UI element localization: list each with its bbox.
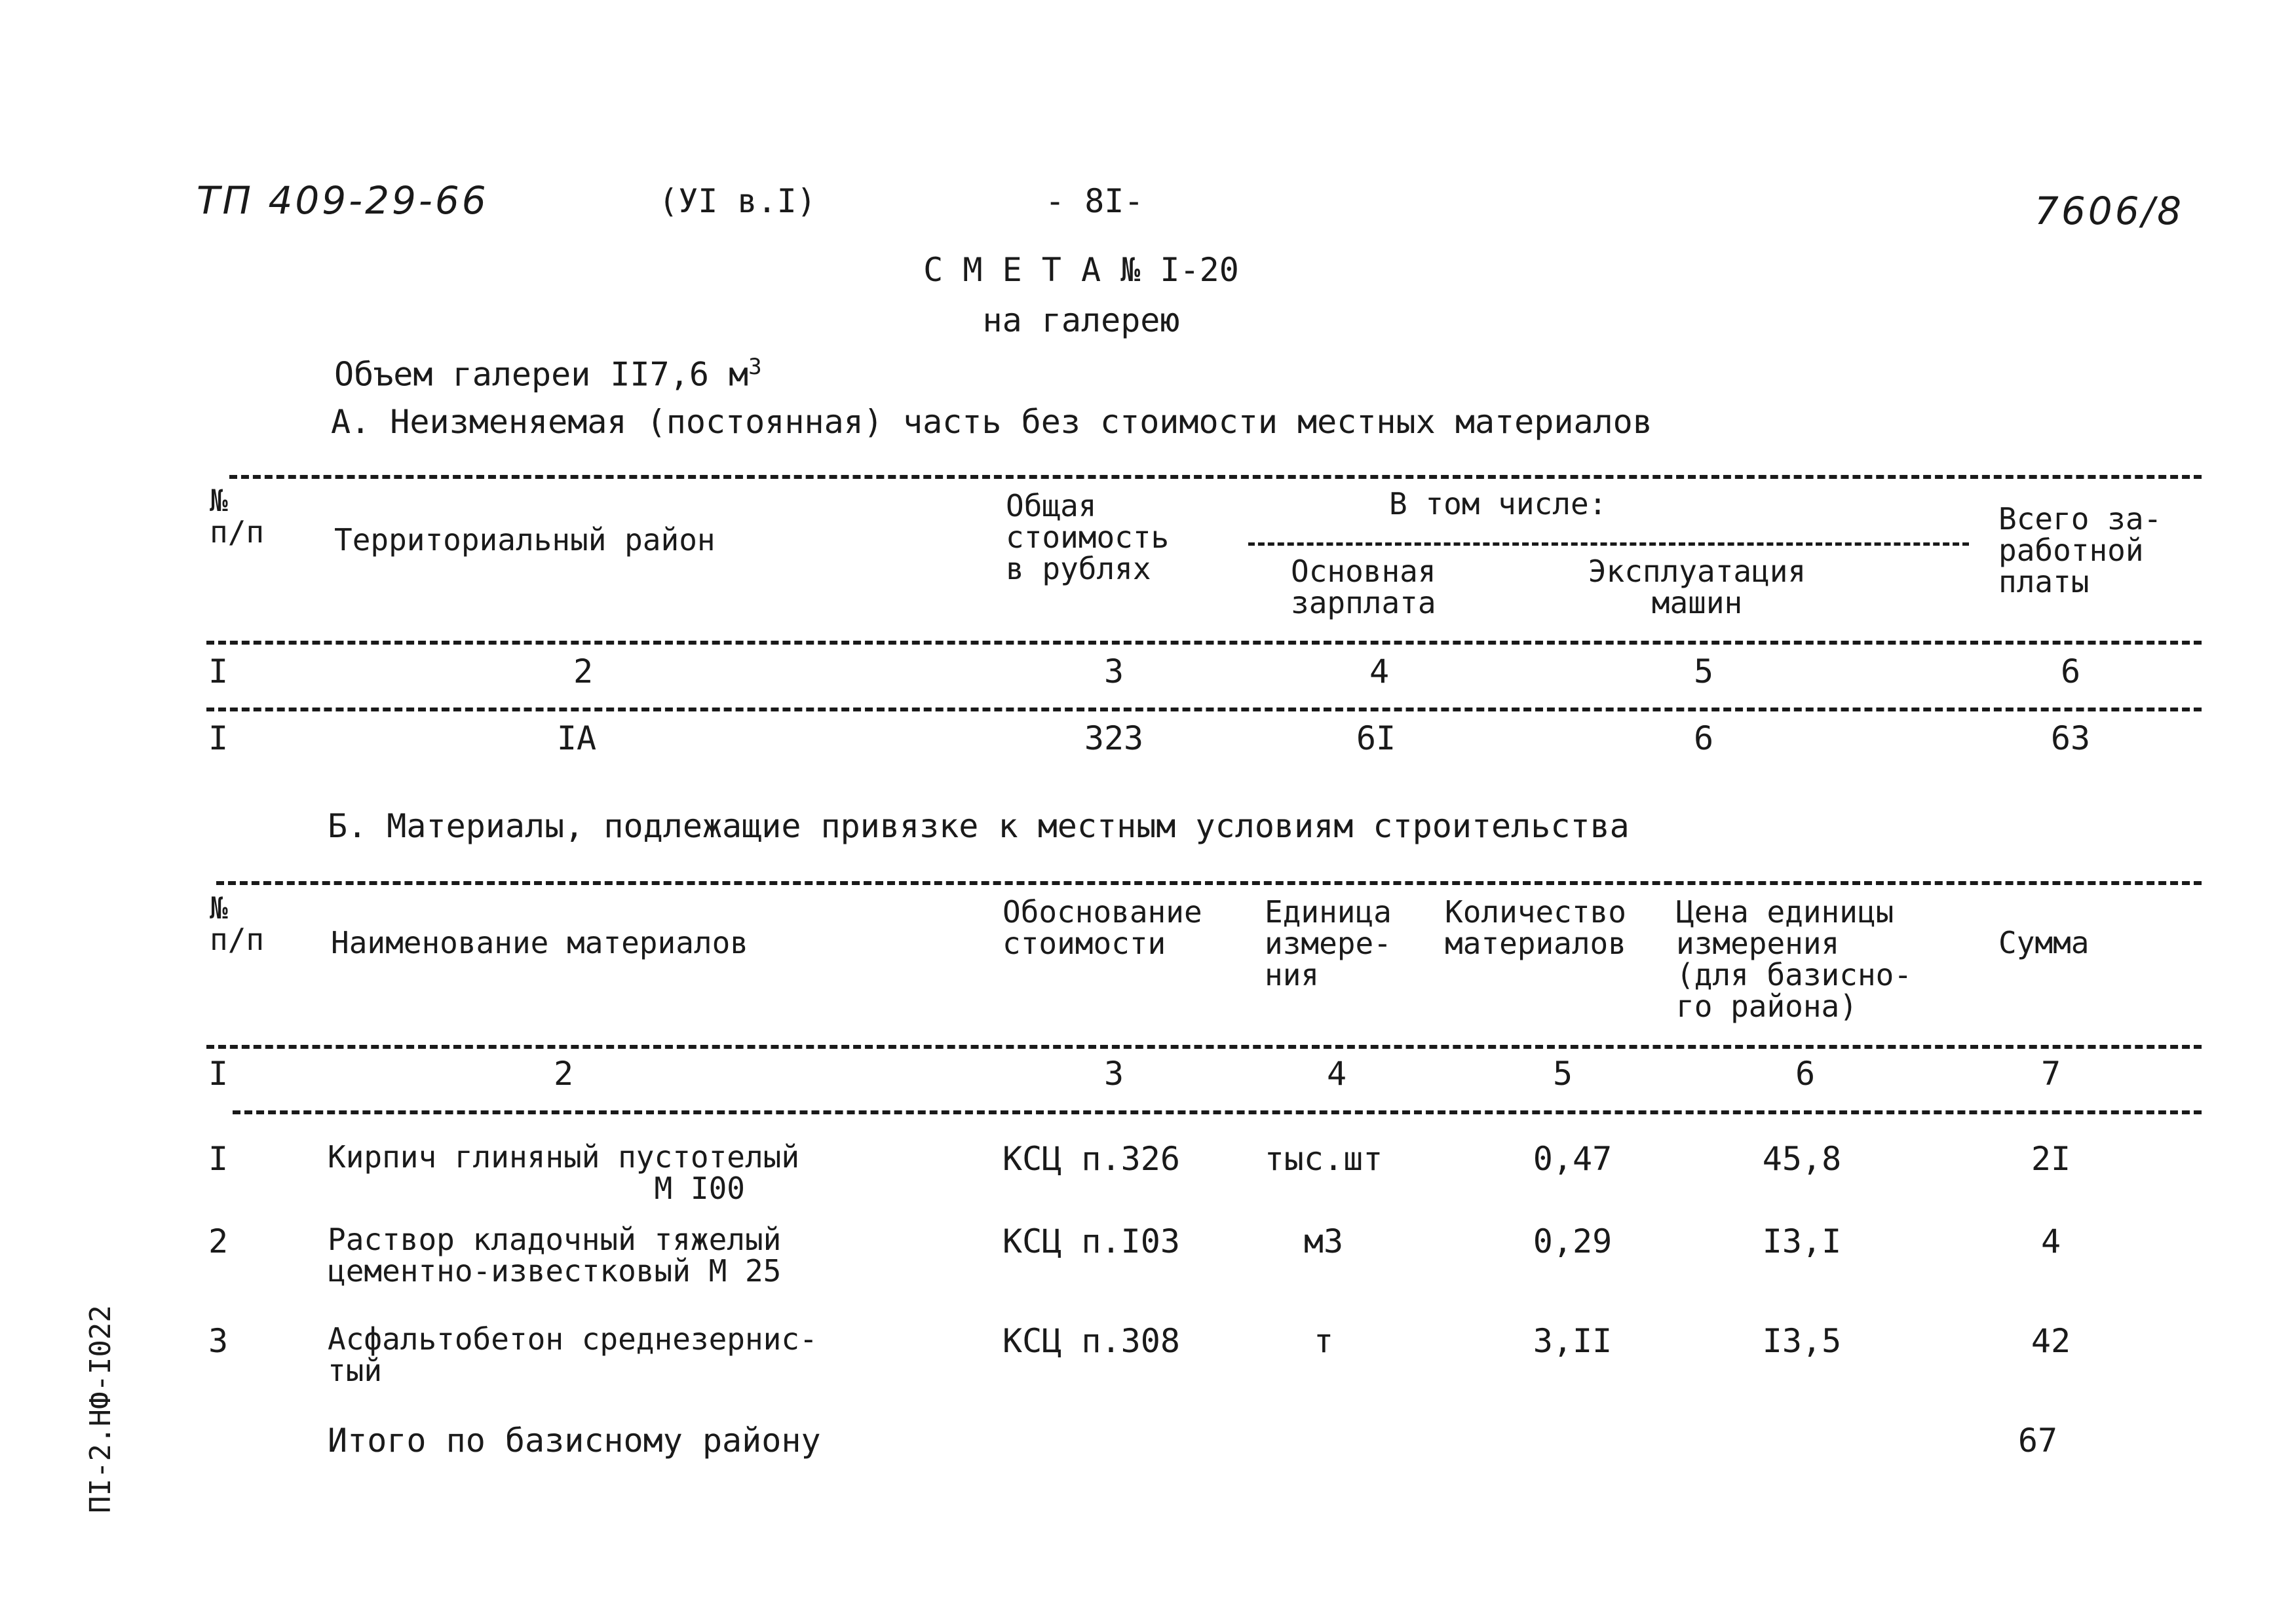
table-a-colnum-1: I <box>208 652 229 690</box>
table-b-colnum-7: 7 <box>2040 1055 2061 1093</box>
estimate-subtitle: на галерею <box>982 301 1180 339</box>
table-a-colnum-6: 6 <box>2060 652 2081 690</box>
table-a-colnum-4: 4 <box>1369 652 1390 690</box>
table-b-col-justification: Обоснование стоимости <box>1003 894 1202 961</box>
table-b-col-sum: Сумма <box>1998 925 2090 960</box>
table-b-header-rule <box>206 1045 2202 1049</box>
table-a-row-total-wages: 63 <box>2050 719 2091 757</box>
table-b-row-num: I <box>208 1140 229 1178</box>
table-b-col-quantity: Количество материалов <box>1445 894 1626 961</box>
section-a-heading: А. Неизменяемая (постоянная) часть без стоимости местных материалов <box>331 403 1652 441</box>
table-b-row-unit-price: 45,8 <box>1762 1140 1842 1178</box>
table-b-col-num: № п/п <box>210 890 265 957</box>
gallery-volume: Объем галереи II7,6 $м^3$ <box>334 354 762 394</box>
table-b-colnum-2: 2 <box>553 1055 574 1093</box>
table-b-col-unit-price: Цена единицы измерения (для базисно- го района) <box>1676 894 1913 1024</box>
table-b-col-name: Наименование материалов <box>331 925 748 960</box>
table-b-row-unit: м3 <box>1303 1222 1344 1260</box>
table-b-row-unit: тыс.шт <box>1264 1140 1383 1178</box>
table-a-col-machines: Эксплуатация машин <box>1588 554 1806 620</box>
table-b-row-quantity: 0,29 <box>1533 1222 1613 1260</box>
table-b-row-name: Асфальтобетон среднезернис- тый <box>328 1321 818 1388</box>
table-b-colnum-3: 3 <box>1103 1055 1124 1093</box>
table-b-colnum-6: 6 <box>1795 1055 1816 1093</box>
table-b-row-justification: КСЦ п.I03 <box>1003 1222 1180 1260</box>
estimate-title: С М Е Т А № I-20 <box>923 251 1239 289</box>
table-b-row-num: 2 <box>208 1222 229 1260</box>
table-a-col-base-salary: Основная зарплата <box>1291 554 1436 620</box>
table-a-row-base-salary: 6I <box>1356 719 1396 757</box>
total-sum: 67 <box>2017 1422 2058 1460</box>
table-b-row-name: Раствор кладочный тяжелый цементно-известковый М 25 <box>328 1222 782 1289</box>
table-b-row-quantity: 0,47 <box>1533 1140 1613 1178</box>
table-b-row-justification: КСЦ п.326 <box>1003 1140 1180 1178</box>
table-b-numbers-rule <box>233 1110 2202 1114</box>
table-b-top-rule <box>216 881 2202 885</box>
table-a-top-rule <box>229 475 2202 479</box>
project-code: ТП 409-29-66 <box>197 178 489 223</box>
table-b-row-unit-price: I3,I <box>1762 1222 1842 1260</box>
table-a-col-num: № п/п <box>210 483 265 550</box>
table-a-row-num: I <box>208 719 229 757</box>
table-b-row-justification: КСЦ п.308 <box>1003 1322 1180 1360</box>
table-a-colnum-2: 2 <box>573 652 594 690</box>
table-a-col-including: В том числе: <box>1389 486 1607 521</box>
sheet-code: 7606/8 <box>2034 189 2185 233</box>
table-b-row-num: 3 <box>208 1322 229 1360</box>
section-b-heading: Б. Материалы, подлежащие привязке к местным условиям строительства <box>328 807 1630 845</box>
margin-note: ПI-2.НФ-I022 <box>84 1305 117 1513</box>
table-b-row-name: Кирпич глиняный пустотелый М I00 <box>328 1139 800 1206</box>
table-b-col-unit: Единица измере- ния <box>1265 894 1392 992</box>
table-a-header-rule <box>206 641 2202 645</box>
volume-ref: (УI в.I) <box>659 182 816 220</box>
page-number: - 8I- <box>1045 182 1144 220</box>
table-a-row-district: IA <box>556 719 597 757</box>
table-a-col-district: Территориальный район <box>334 522 716 557</box>
table-a-colnum-5: 5 <box>1693 652 1714 690</box>
table-b-row-quantity: 3,II <box>1533 1322 1613 1360</box>
table-a-row-total-cost: 323 <box>1084 719 1144 757</box>
table-a-row-machines: 6 <box>1693 719 1714 757</box>
table-b-row-unit: т <box>1313 1322 1334 1360</box>
total-label: Итого по базисному району <box>328 1422 821 1460</box>
table-b-colnum-5: 5 <box>1552 1055 1573 1093</box>
table-b-colnum-1: I <box>208 1055 229 1093</box>
table-b-row-sum: 42 <box>2031 1322 2071 1360</box>
table-a-col-total-cost: Общая стоимость в рублях <box>1006 488 1170 586</box>
table-b-row-sum: 2I <box>2031 1140 2071 1178</box>
table-a-including-rule <box>1248 542 1969 546</box>
table-a-col-total-wages: Всего за- работной платы <box>1998 501 2162 599</box>
table-a-colnum-3: 3 <box>1103 652 1124 690</box>
table-a-numbers-rule <box>206 708 2202 711</box>
table-b-row-sum: 4 <box>2040 1222 2061 1260</box>
table-b-row-unit-price: I3,5 <box>1762 1322 1842 1360</box>
table-b-colnum-4: 4 <box>1326 1055 1347 1093</box>
